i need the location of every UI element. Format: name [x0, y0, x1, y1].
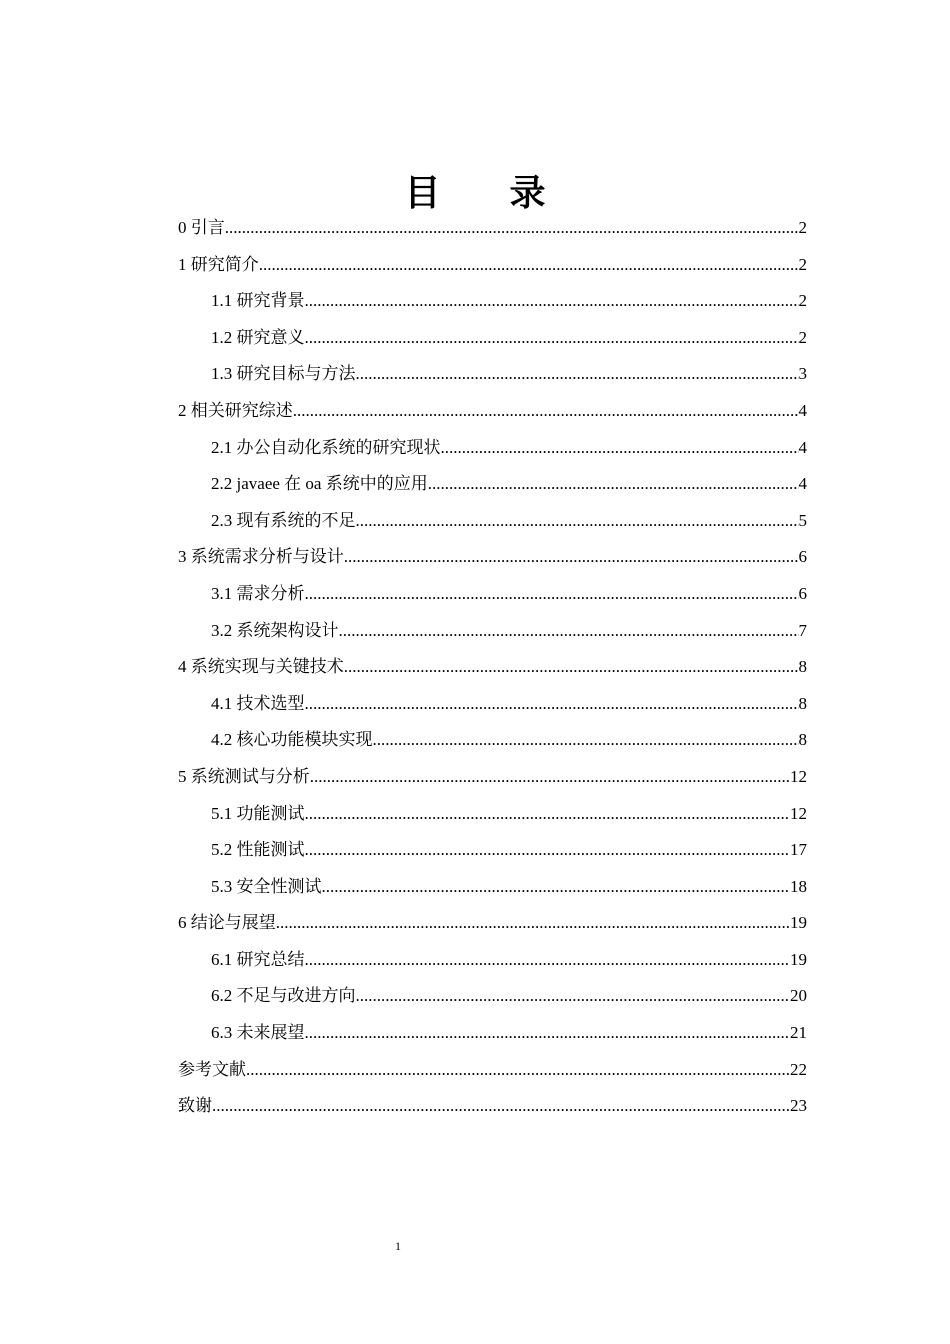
toc-entry-page: 2	[798, 254, 807, 274]
toc-dot-leader	[356, 503, 799, 540]
toc-dot-leader	[246, 1052, 790, 1089]
toc-entry-page: 4	[798, 474, 807, 494]
toc-dot-leader	[305, 320, 799, 357]
toc-entry-label: 1 研究简介	[178, 254, 259, 274]
toc-entry-label: 6.3 未来展望	[211, 1023, 305, 1043]
toc-entry-page: 7	[798, 620, 807, 640]
toc-entry-label: 2.1 办公自动化系统的研究现状	[211, 437, 441, 457]
toc-entry-page: 2	[798, 218, 807, 237]
toc-entry-label: 3 系统需求分析与设计	[178, 547, 344, 567]
toc-entry-label: 6.2 不足与改进方向	[211, 986, 356, 1006]
toc-entry-page: 5	[798, 510, 807, 530]
toc-entry-label: 6.1 研究总结	[211, 949, 305, 969]
toc-entry-label: 1.2 研究意义	[211, 327, 305, 347]
toc-entry-page: 12	[790, 803, 807, 823]
toc-dot-leader	[212, 1088, 790, 1125]
toc-entry-label: 4 系统实现与关键技术	[178, 657, 344, 677]
toc-entry-page: 22	[790, 1059, 807, 1079]
toc-dot-leader	[305, 796, 791, 833]
toc-entry[interactable]	[178, 1015, 807, 1052]
toc-entry-page: 4	[798, 437, 807, 457]
toc-dot-leader	[373, 722, 799, 759]
toc-entry-page: 17	[790, 840, 807, 860]
toc-dot-leader	[339, 613, 799, 650]
toc-entry-page: 6	[798, 583, 807, 603]
toc-entry-label: 1.3 研究目标与方法	[211, 364, 356, 384]
toc-dot-leader	[356, 356, 799, 393]
toc-entry-label: 6 结论与展望	[178, 913, 276, 933]
toc-entry-page: 2	[798, 327, 807, 347]
toc-dot-leader	[225, 210, 799, 247]
toc-entry-label: 4.1 技术选型	[211, 693, 305, 713]
toc-entry[interactable]	[178, 356, 807, 393]
toc-entry-page: 2	[798, 291, 807, 311]
toc-entry-page: 6	[798, 547, 807, 567]
toc-title: 目 录	[404, 173, 576, 213]
toc-entry[interactable]	[178, 613, 807, 650]
toc-entry-label: 2 相关研究综述	[178, 400, 293, 420]
toc-entry-label: 5.2 性能测试	[211, 840, 305, 860]
toc-dot-leader	[322, 869, 791, 906]
toc-dot-leader	[310, 759, 790, 796]
toc-entry-page: 23	[790, 1096, 807, 1116]
toc-dot-leader	[305, 686, 799, 723]
toc-entry[interactable]	[178, 722, 807, 759]
toc-dot-leader	[305, 283, 799, 320]
toc-entry[interactable]	[178, 576, 807, 613]
toc-dot-leader	[305, 1015, 791, 1052]
toc-dot-leader	[276, 905, 790, 942]
toc-dot-leader	[293, 393, 799, 430]
toc-entry-page: 18	[790, 876, 807, 896]
toc-entry[interactable]	[178, 759, 807, 796]
toc-entry[interactable]	[178, 466, 807, 503]
toc-entry[interactable]	[178, 978, 807, 1015]
toc-entry-label: 4.2 核心功能模块实现	[211, 730, 373, 750]
toc-entry-label: 3.2 系统架构设计	[211, 620, 339, 640]
toc-entry[interactable]	[178, 210, 807, 247]
toc-entry[interactable]	[178, 1088, 807, 1125]
toc-entry[interactable]	[178, 1052, 807, 1089]
toc-entry-label: 致谢	[178, 1096, 212, 1116]
toc-entry[interactable]	[178, 869, 807, 906]
toc-entry[interactable]	[178, 247, 807, 284]
toc-dot-leader	[441, 430, 799, 467]
toc-entry[interactable]	[178, 539, 807, 576]
toc-dot-leader	[305, 576, 799, 613]
toc-entry[interactable]	[178, 905, 807, 942]
toc-entry[interactable]	[178, 649, 807, 686]
toc-entry[interactable]	[178, 320, 807, 357]
toc-entry-label: 2.2 javaee 在 oa 系统中的应用	[211, 474, 428, 494]
page-number: 1	[395, 1239, 401, 1253]
toc-dot-leader	[305, 832, 791, 869]
toc-entry-label: 1.1 研究背景	[211, 291, 305, 311]
toc-entry-page: 12	[790, 766, 807, 786]
toc-entry[interactable]	[178, 686, 807, 723]
toc-dot-leader	[344, 539, 799, 576]
toc-entry-page: 8	[798, 693, 807, 713]
toc-entry[interactable]	[178, 796, 807, 833]
toc-entry-page: 19	[790, 949, 807, 969]
toc-entry[interactable]	[178, 503, 807, 540]
toc-entry-page: 19	[790, 913, 807, 933]
toc-entry-page: 3	[798, 364, 807, 384]
toc-entry-label: 3.1 需求分析	[211, 583, 305, 603]
toc-entry-label: 5.3 安全性测试	[211, 876, 322, 896]
toc-dot-leader	[344, 649, 799, 686]
toc-entry[interactable]	[178, 832, 807, 869]
toc-dot-leader	[428, 466, 799, 503]
toc-entry-page: 4	[798, 400, 807, 420]
toc-entry-label: 2.3 现有系统的不足	[211, 510, 356, 530]
toc-entry-label: 参考文献	[178, 1059, 246, 1079]
toc-entry-label: 5 系统测试与分析	[178, 766, 310, 786]
toc-entry-page: 21	[790, 1023, 807, 1043]
toc-entry-label: 5.1 功能测试	[211, 803, 305, 823]
toc-dot-leader	[259, 247, 799, 284]
table-of-contents	[178, 210, 807, 1125]
toc-entry-page: 20	[790, 986, 807, 1006]
toc-entry[interactable]	[178, 942, 807, 979]
toc-entry-label: 0 引言	[178, 218, 225, 237]
toc-dot-leader	[356, 978, 791, 1015]
toc-entry[interactable]	[178, 283, 807, 320]
toc-entry-page: 8	[798, 657, 807, 677]
toc-entry-page: 8	[798, 730, 807, 750]
toc-entry[interactable]	[178, 393, 807, 430]
toc-dot-leader	[305, 942, 791, 979]
toc-entry[interactable]	[178, 430, 807, 467]
